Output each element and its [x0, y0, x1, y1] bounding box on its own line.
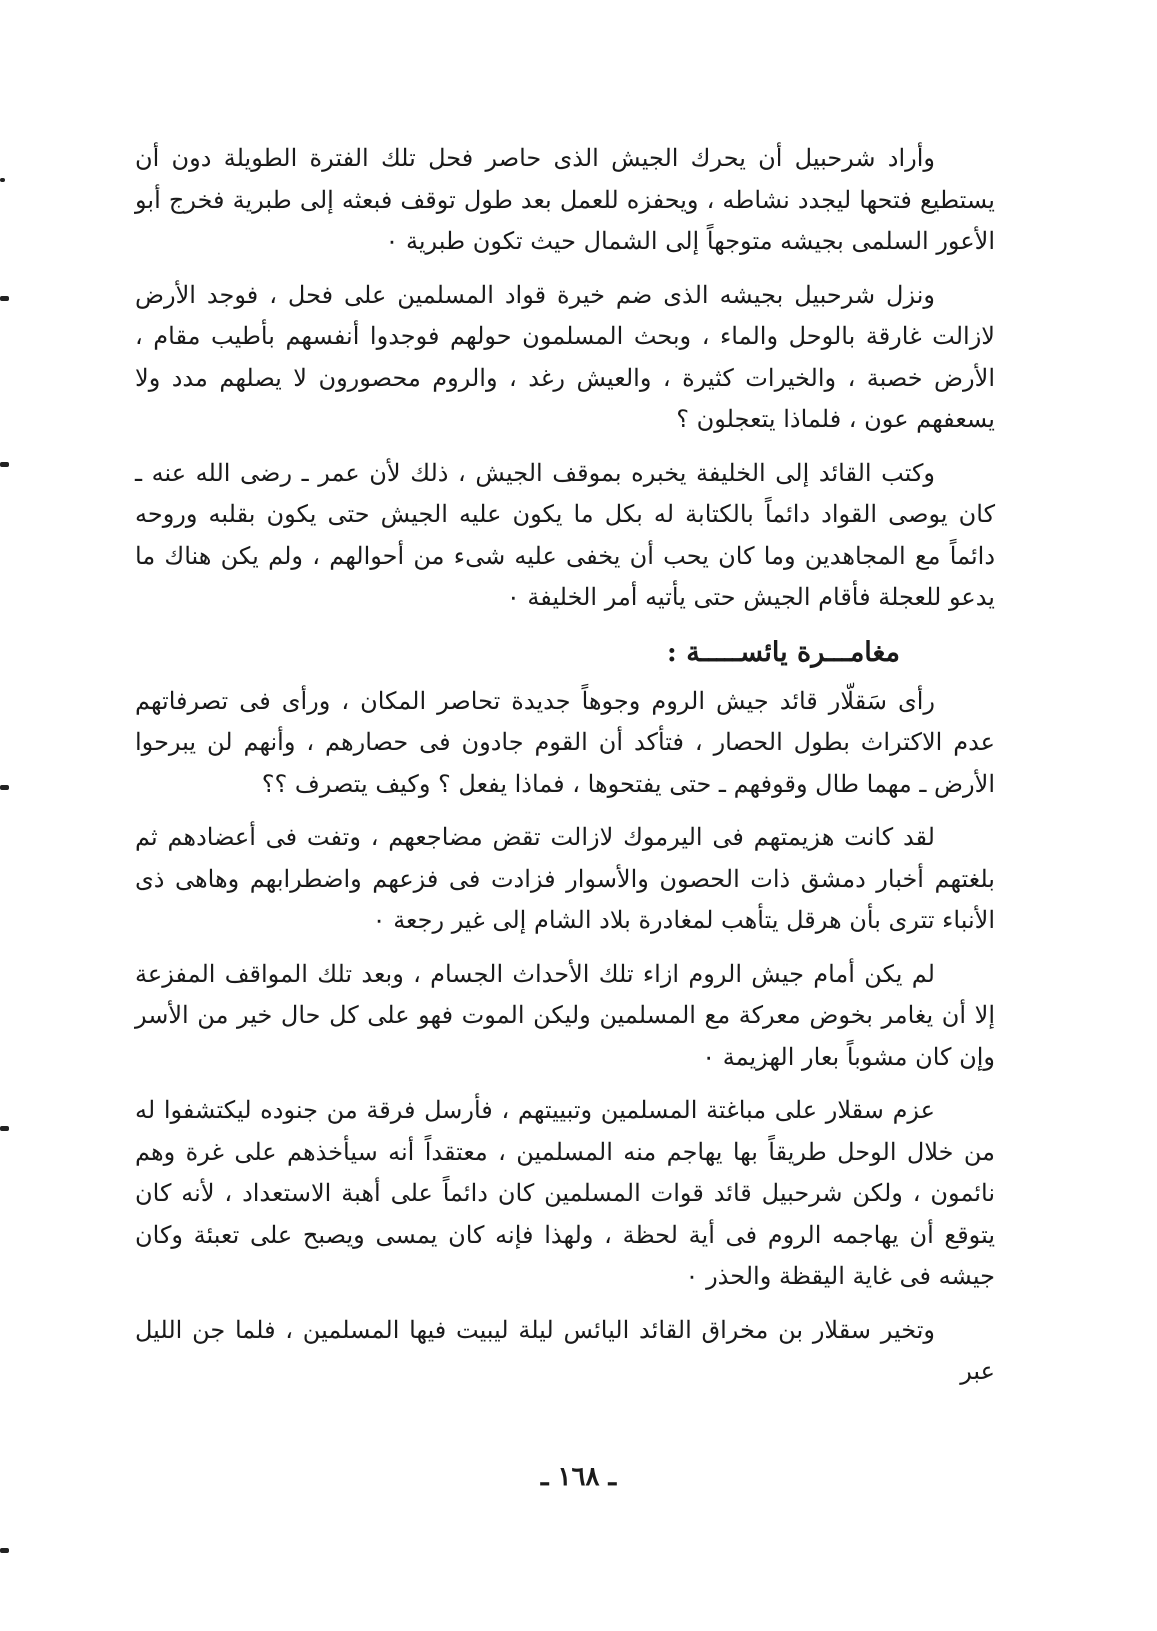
paragraph: لم يكن أمام جيش الروم ازاء تلك الأحداث الجسام ، وبعد تلك المواقف المفزعة إلا أن يغامر بخوض معركة مع المسلمين وليكن الموت فهو على كل حال خير من الأسر وإن كان مشوباً بعار الهزيمة ٠ [135, 959, 995, 1071]
scan-edge-mark [0, 296, 9, 301]
scan-edge-mark [0, 1126, 9, 1131]
page-number: ـ ١٦٨ ـ [540, 1462, 617, 1492]
paragraph: وكتب القائد إلى الخليفة يخبره بموقف الجيش ، ذلك لأن عمر ـ رضى الله عنه ـ كان يوصى القواد دائماً بالكتابة له بكل ما يكون عليه الجيش حتى يكون بقلبه وروحه دائماً مع المجاهدين وما كان يحب أن يخفى عليه شىء من أحوالهم ، ولم يكن هناك ما يدعو للعجلة فأقام الجيش حتى يأتيه أمر الخليفة ٠ [135, 458, 995, 611]
paragraph: لقد كانت هزيمتهم فى اليرموك لازالت تقض مضاجعهم ، وتفت فى أعضادهم ثم بلغتهم أخبار دمشق ذات الحصون والأسوار فزادت فى فزعهم واضطرابهم وهاهى ذى الأنباء تترى بأن هرقل يتأهب لمغادرة بلاد الشام إلى غير رجعة ٠ [135, 823, 995, 934]
scan-edge-mark [0, 1548, 9, 1553]
scan-edge-mark [0, 785, 9, 790]
paragraph: وأراد شرحبيل أن يحرك الجيش الذى حاصر فحل تلك الفترة الطويلة دون أن يستطيع فتحها ليجدد نشاطه ، ويحفزه للعمل بعد طول توقف فبعثه إلى طبرية فخرج أبو الأعور السلمى بجيشه متوجهاً إلى الشمال حيث تكون طبرية ٠ [135, 144, 995, 255]
paragraph: ونزل شرحبيل بجيشه الذى ضم خيرة قواد المسلمين على فحل ، فوجد الأرض لازالت غارقة بالوحل والماء ، وبحث المسلمون حولهم فوجدوا أنفسهم بأطيب مقام ، الأرض خصبة ، والخيرات كثيرة ، والعيش رغد ، والروم محصورون لا يصلهم مدد ولا يسعفهم عون ، فلماذا يتعجلون ؟ [135, 280, 995, 433]
paragraph: وتخير سقلار بن مخراق القائد اليائس ليلة ليبيت فيها المسلمين ، فلما جن الليل عبر [135, 1315, 995, 1385]
scan-edge-mark [0, 462, 9, 467]
paragraph: عزم سقلار على مباغتة المسلمين وتبييتهم ، فأرسل فرقة من جنوده ليكتشفوا له من خلال الوحل طريقاً بها يهاجم منه المسلمين ، معتقداً أنه سيأخذهم على غرة وهم نائمون ، ولكن شرحبيل قائد قوات المسلمين كان دائماً على أهبة الاستعداد ، لأنه كان يتوقع أن يهاجمه الروم فى أية لحظة ، ولهذا فإنه كان يمسى ويصبح على تعبئة وكان جيشه فى غاية اليقظة والحذر ٠ [135, 1096, 995, 1290]
scan-edge-mark [0, 178, 5, 182]
paragraph: رأى سَقلّار قائد جيش الروم وجوهاً جديدة تحاصر المكان ، ورأى فى تصرفاتهم عدم الاكتراث بطول الحصار ، فتأكد أن القوم جادون فى حصارهم ، وأنهم لن يبرحوا الأرض ـ مهما طال وقوفهم ـ حتى يفتحوها ، فماذا يفعل ؟ وكيف يتصرف ؟؟ [135, 686, 995, 798]
body-text [135, 138, 995, 1405]
section-heading: مغامـــرة يائســـــة : [666, 636, 900, 668]
